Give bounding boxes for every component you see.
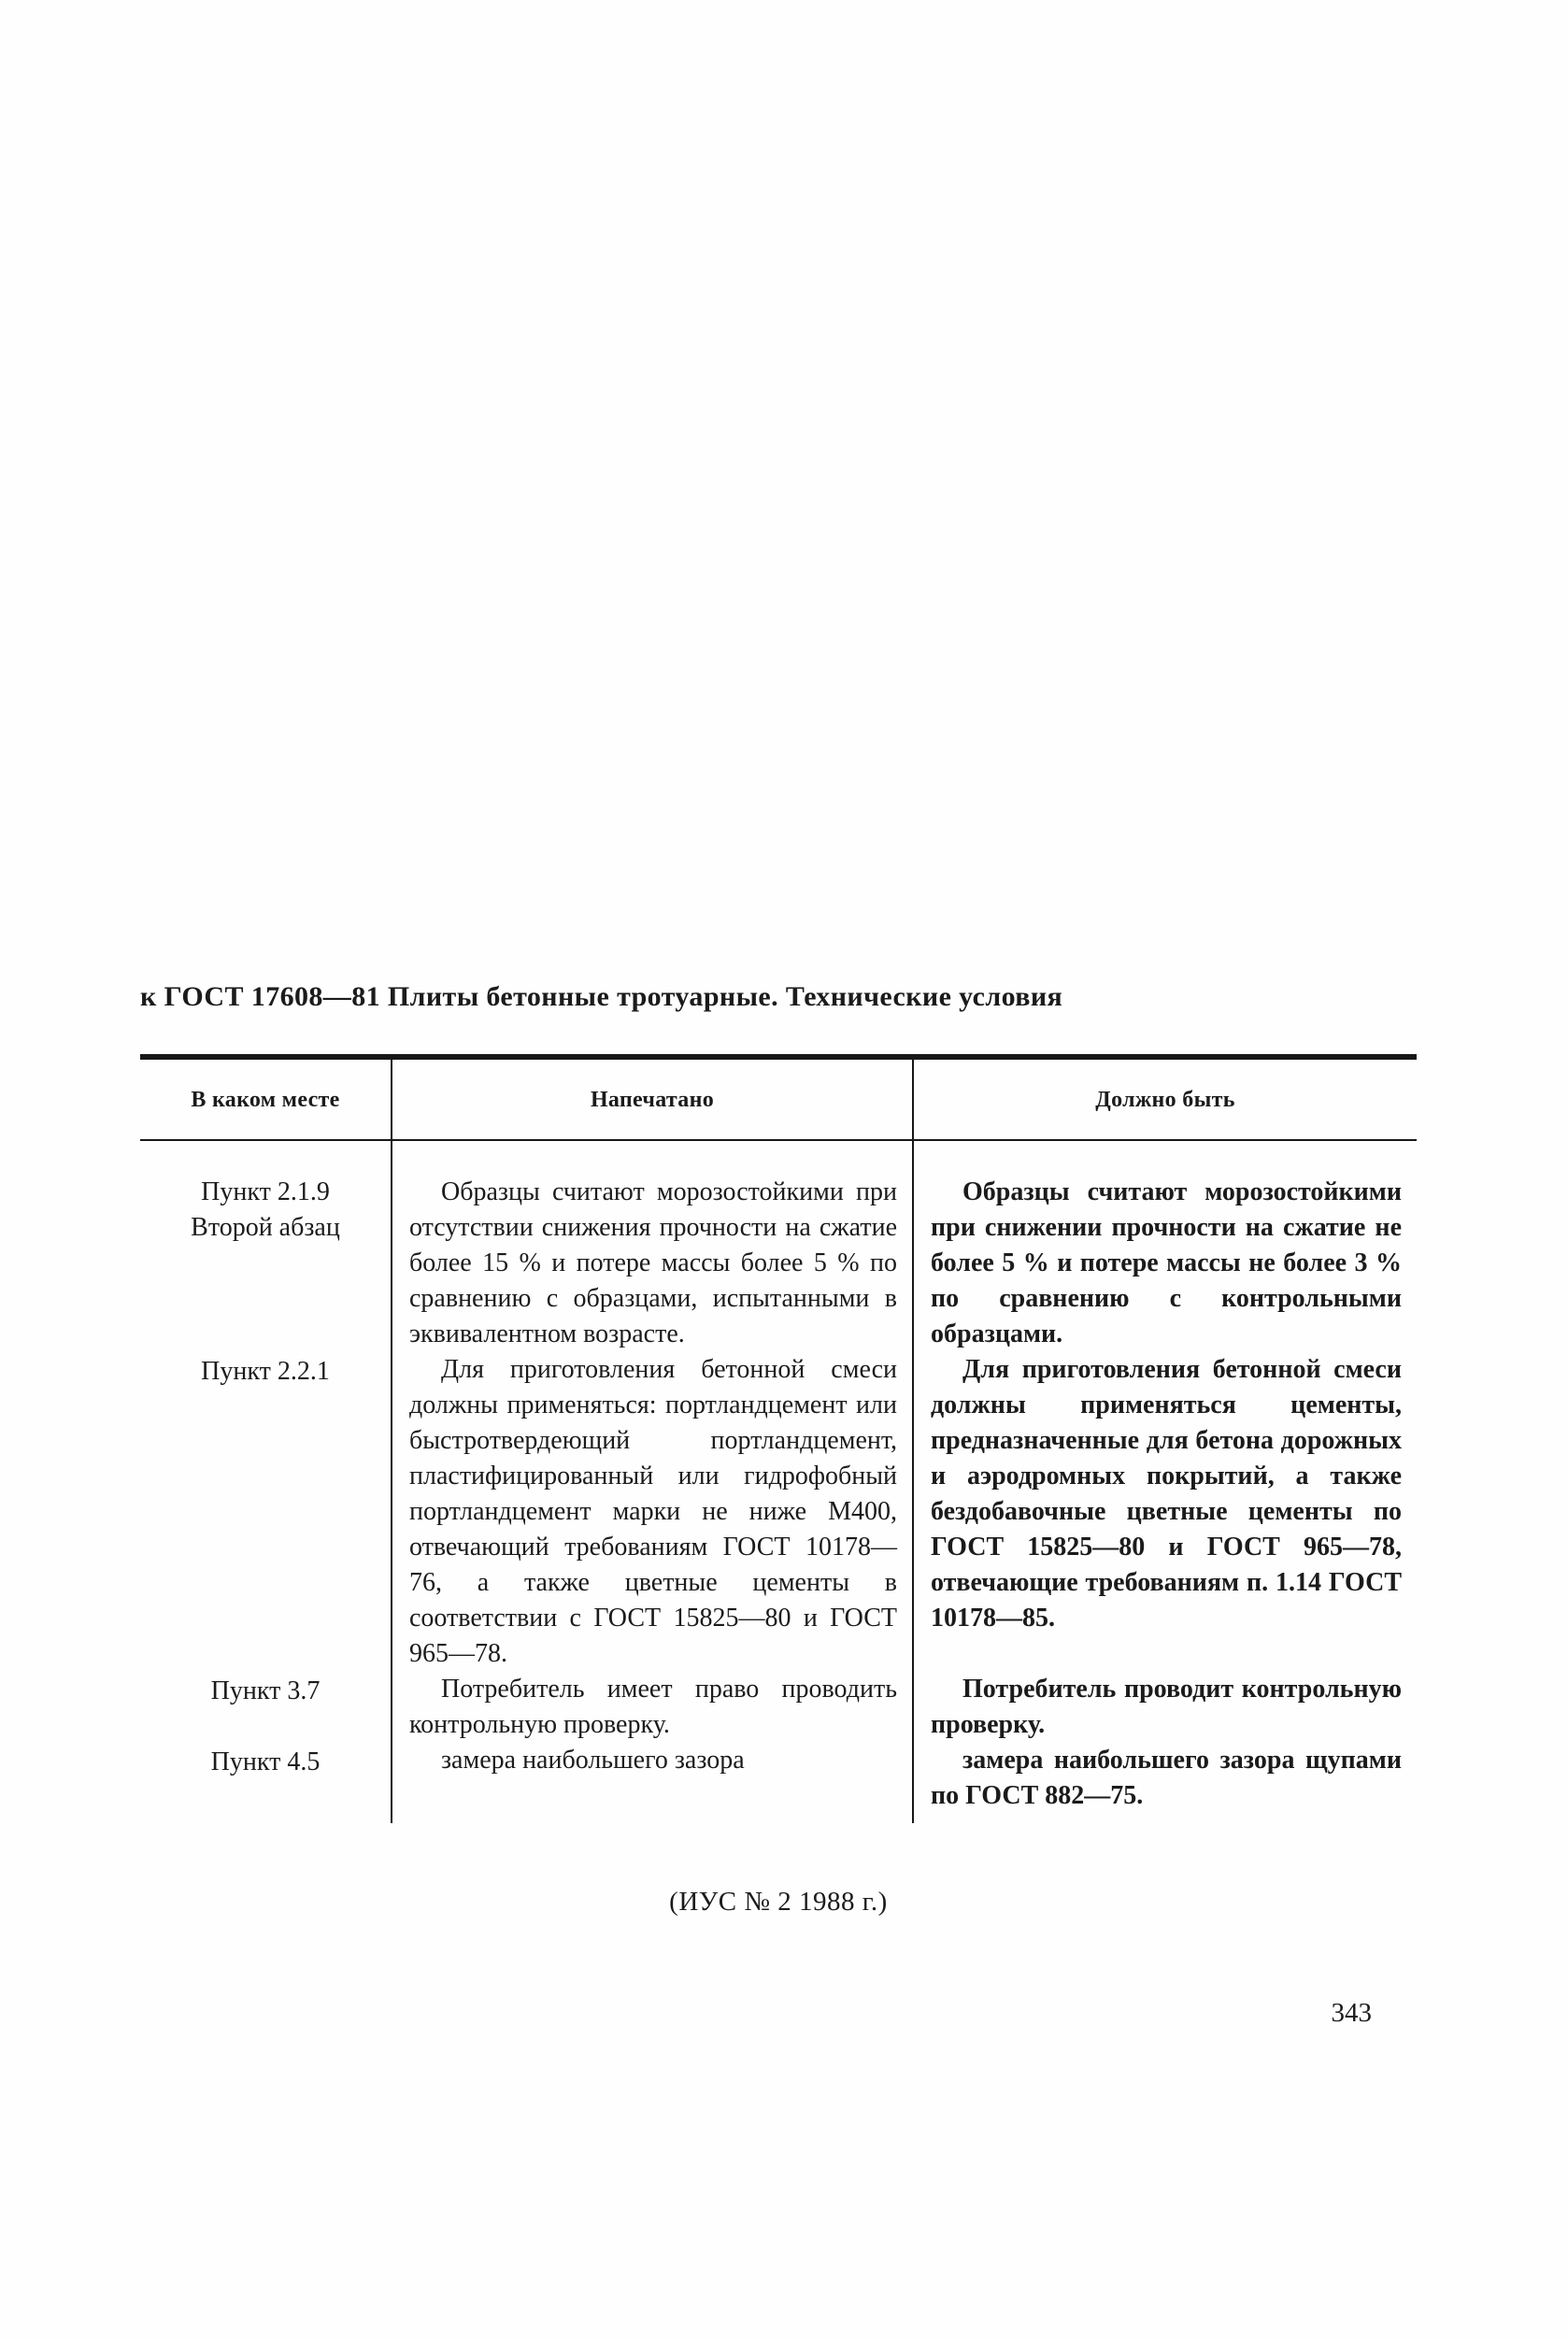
cell-should-be: Для приготовления бетонной смеси должны применяться цементы, предназначенные для бетона дорожных и аэродромных покрытий, а также бездобавочные цветные цементы по ГОСТ 15825—80 и ГОСТ 965—78, отвечающие требованиям п. 1.14 ГОСТ 10178—85.	[912, 1352, 1417, 1672]
cell-should-be: Потребитель проводит контрольную проверку.	[912, 1672, 1417, 1743]
page-content	[140, 981, 1417, 2029]
cell-printed: замера наибольшего зазора	[391, 1743, 912, 1823]
table-header-row	[140, 1060, 1417, 1141]
place-line: Пункт 2.2.1	[201, 1357, 330, 1386]
column-header-should-be: Должно быть	[912, 1060, 1417, 1139]
table-row	[140, 1141, 1417, 1352]
cell-should-be: замера наибольшего зазора щупами по ГОСТ 882—75.	[912, 1743, 1417, 1823]
cell-place	[140, 1672, 391, 1743]
cell-printed: Образцы считают морозостойкими при отсутствии снижения прочности на сжатие более 15 % и потере массы более 5 % по сравнению с образцами, испытанными в эквивалентном возрасте.	[391, 1141, 912, 1352]
cell-place	[140, 1141, 391, 1352]
column-header-place: В каком месте	[191, 1088, 340, 1112]
column-header-printed: Напечатано	[391, 1060, 912, 1139]
place-line: Второй абзац	[191, 1213, 340, 1242]
cell-printed: Потребитель имеет право проводить контрольную проверку.	[391, 1672, 912, 1743]
page-number: 343	[1331, 1998, 1372, 2028]
place-line: Пункт 2.1.9	[201, 1177, 330, 1206]
cell-place	[140, 1352, 391, 1672]
table-row	[140, 1672, 1417, 1743]
table-row	[140, 1743, 1417, 1823]
errata-table	[140, 1054, 1417, 1823]
cell-printed: Для приготовления бетонной смеси должны применяться: портландцемент или быстротвердеющий портландцемент, пластифицированный или гидрофобный портландцемент марки не ниже М400, отвечающий требованиям ГОСТ 10178—76, а также цветные цементы в соответствии с ГОСТ 15825—80 и ГОСТ 965—78.	[391, 1352, 912, 1672]
cell-place	[140, 1743, 391, 1823]
issue-note: (ИУС № 2 1988 г.)	[669, 1887, 888, 1917]
table-body	[140, 1141, 1417, 1823]
cell-should-be: Образцы считают морозостойкими при снижении прочности на сжатие не более 5 % и потере массы не более 3 % по сравнению с контрольными образцами.	[912, 1141, 1417, 1352]
place-line: Пункт 3.7	[210, 1676, 321, 1705]
place-line: Пункт 4.5	[210, 1747, 321, 1776]
page-title: к ГОСТ 17608—81 Плиты бетонные тротуарные. Технические условия	[140, 981, 1063, 1012]
table-row	[140, 1352, 1417, 1672]
